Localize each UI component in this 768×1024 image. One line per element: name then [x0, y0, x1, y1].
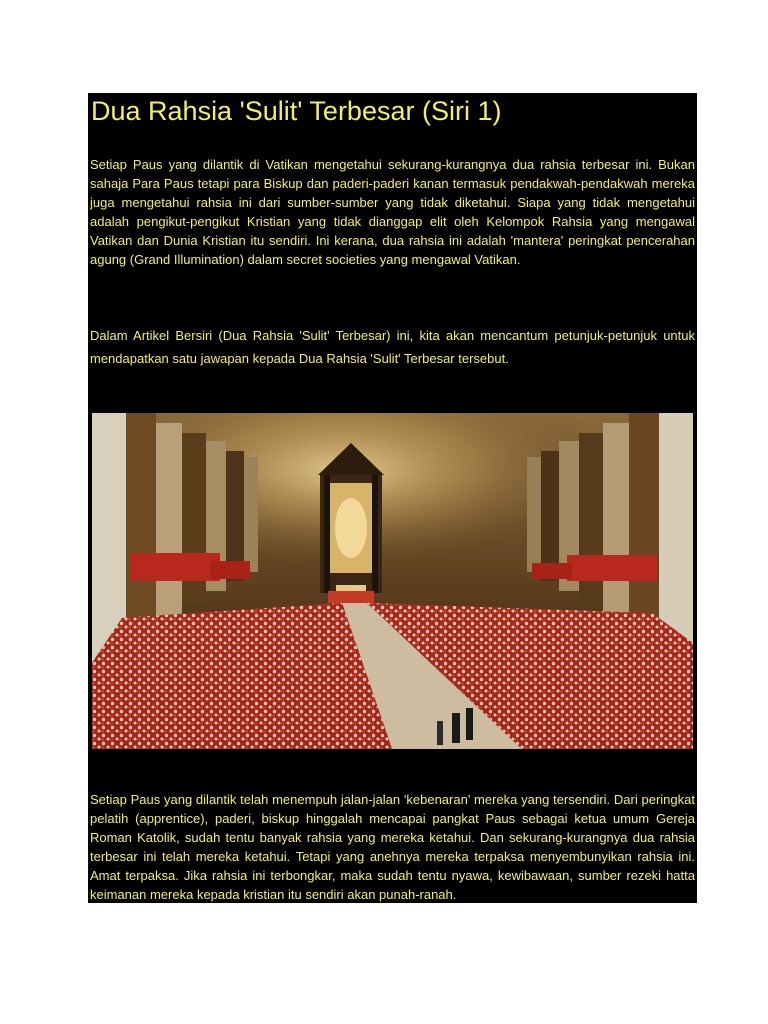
cathedral-assembly-photo: [92, 413, 693, 749]
paragraph-series: Dalam Artikel Bersiri (Dua Rahsia 'Sulit' Terbesar) ini, kita akan mencantum petunjuk-petunjuk untuk mendapatkan satu jawapan kepada Dua Rahsia 'Sulit' Terbesar tersebut.: [90, 328, 695, 366]
baldachin: [318, 443, 384, 593]
article-panel: [88, 93, 697, 903]
paragraph-secrets: Setiap Paus yang dilantik telah menempuh jalan-jalan 'kebenaran' mereka yang tersendiri. Dari peringkat pelatih (apprentice), paderi, biskup hinggalah mencapai pangkat Paus sebagai ketua umum Gereja Roman Katolik, sudah tentu banyak rahsia yang mereka ketahui. Dan sekurang-kurangnya dua rahsia terbesar ini telah mereka ketahui. Tetapi yang anehnya mereka terpaksa menyembunyikan rahsia ini. Amat terpaksa. Jika rahsia ini terbongkar, maka sudah tentu nyawa, kewibawaan, sumber rezeki hatta keimanan mereka kepada kristian itu sendiri akan punah-ranah.: [90, 792, 695, 902]
paragraph-intro: Setiap Paus yang dilantik di Vatikan mengetahui sekurang-kurangnya dua rahsia terbesar ini. Bukan sahaja Para Paus tetapi para Biskup dan paderi-paderi kanan termasuk pendakwah-pendakwah mereka juga mengetahui rahsia ini dari sumber-sumber yang tidak diketahui. Siapa yang tidak mengetahui adalah pengikut-pengikut Kristian yang tidak dianggap elit oleh Kelompok Rahsia yang mengawal Vatikan dan Dunia Kristian itu sendiri. Ini kerana, dua rahsia ini adalah 'mantera' peringkat pencerahan agung (Grand Illumination) dalam secret societies yang mengawal Vatikan.: [90, 157, 695, 267]
article-title: Dua Rahsia 'Sulit' Terbesar (Siri 1): [91, 96, 502, 126]
